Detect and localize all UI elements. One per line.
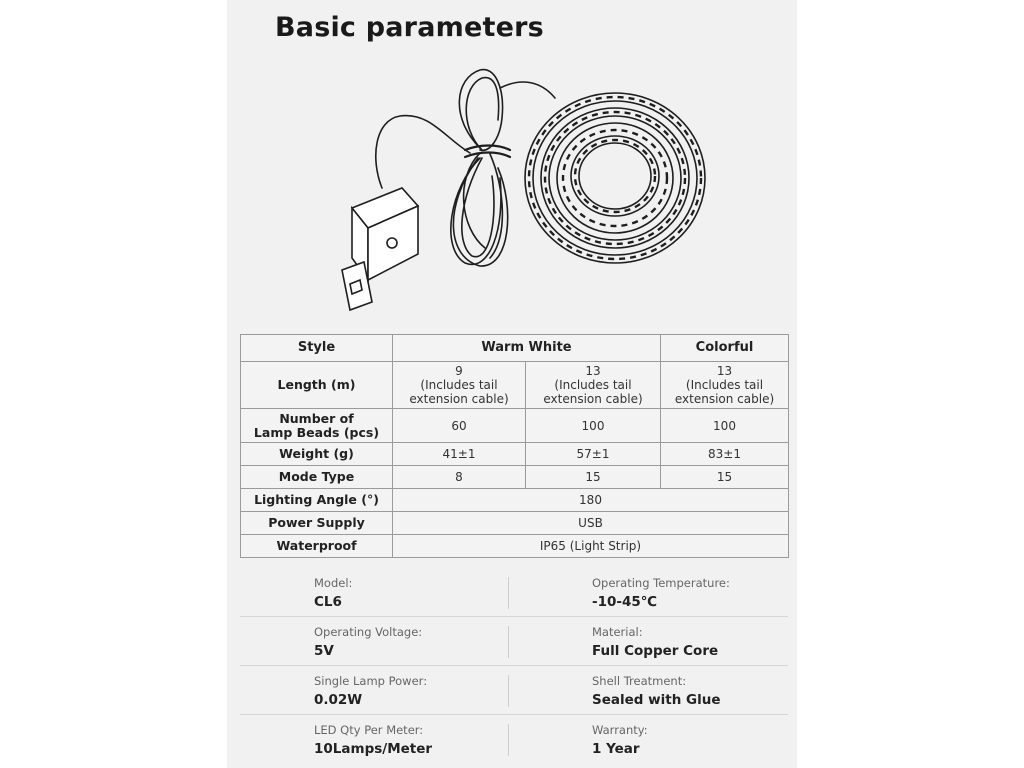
table-row (241, 443, 789, 466)
mode-value: 15 (526, 466, 661, 489)
param-cell (592, 617, 782, 665)
angle-value: 180 (393, 489, 789, 512)
waterproof-value: IP65 (Light Strip) (393, 535, 789, 558)
param-cell (592, 568, 782, 616)
weight-value: 57±1 (526, 443, 661, 466)
param-value: 1 Year (592, 741, 640, 757)
length-note: (Includes tail (685, 378, 764, 392)
param-label: Warranty: (592, 723, 648, 737)
beads-value: 100 (526, 409, 661, 443)
table-row (241, 362, 789, 409)
weight-value: 83±1 (661, 443, 789, 466)
divider (508, 626, 509, 658)
param-label: Model: (314, 576, 353, 590)
param-cell (592, 715, 782, 763)
divider (508, 724, 509, 756)
beads-label (241, 409, 393, 443)
param-cell (314, 715, 504, 763)
length-number: 13 (585, 364, 601, 378)
param-label: Material: (592, 625, 643, 639)
param-label: Single Lamp Power: (314, 674, 428, 688)
param-label: Shell Treatment: (592, 674, 687, 688)
colorful-header: Colorful (661, 335, 789, 362)
weight-label: Weight (g) (241, 443, 393, 466)
page-title: Basic parameters (275, 12, 544, 43)
weight-value: 41±1 (393, 443, 526, 466)
param-cell (592, 666, 782, 714)
length-note: extension cable) (674, 392, 775, 406)
param-label: Operating Temperature: (592, 576, 730, 590)
beads-label-line: Lamp Beads (pcs) (253, 424, 380, 440)
spec-table (240, 334, 789, 558)
param-cell (314, 666, 504, 714)
param-value: Full Copper Core (592, 643, 719, 659)
beads-value: 60 (393, 409, 526, 443)
beads-label-line: Number of (279, 410, 354, 426)
waterproof-label: Waterproof (241, 535, 393, 558)
power-label: Power Supply (241, 512, 393, 535)
length-note: extension cable) (543, 392, 643, 406)
param-label: LED Qty Per Meter: (314, 723, 424, 737)
param-row (240, 617, 788, 666)
table-row (241, 335, 789, 362)
mode-label: Mode Type (241, 466, 393, 489)
length-note: extension cable) (409, 392, 509, 406)
warm-white-header: Warm White (393, 335, 661, 362)
param-label: Operating Voltage: (314, 625, 423, 639)
parameters-list (240, 568, 788, 763)
param-value: 10Lamps/Meter (314, 741, 433, 757)
table-row (241, 489, 789, 512)
param-cell (314, 617, 504, 665)
power-value: USB (393, 512, 789, 535)
param-value: 0.02W (314, 692, 363, 708)
param-row (240, 715, 788, 763)
param-value: CL6 (314, 594, 342, 610)
mode-value: 8 (393, 466, 526, 489)
length-value (526, 362, 661, 409)
length-value (661, 362, 789, 409)
mode-value: 15 (661, 466, 789, 489)
divider (508, 577, 509, 609)
length-note: (Includes tail (554, 378, 632, 392)
angle-label: Lighting Angle (°) (241, 489, 393, 512)
param-value: 5V (314, 643, 334, 659)
table-row (241, 512, 789, 535)
length-label: Length (m) (241, 362, 393, 409)
length-note: (Includes tail (420, 378, 498, 392)
param-row (240, 568, 788, 617)
length-number: 13 (716, 364, 733, 378)
style-label: Style (241, 335, 393, 362)
table-row (241, 409, 789, 443)
param-row (240, 666, 788, 715)
length-number: 9 (455, 364, 463, 378)
divider (508, 675, 509, 707)
usb-string-light-illustration (330, 58, 710, 326)
length-value (393, 362, 526, 409)
table-row (241, 535, 789, 558)
table-row (241, 466, 789, 489)
param-cell (314, 568, 504, 616)
param-value: -10-45℃ (592, 594, 658, 610)
param-value: Sealed with Glue (592, 692, 721, 708)
beads-value: 100 (661, 409, 789, 443)
